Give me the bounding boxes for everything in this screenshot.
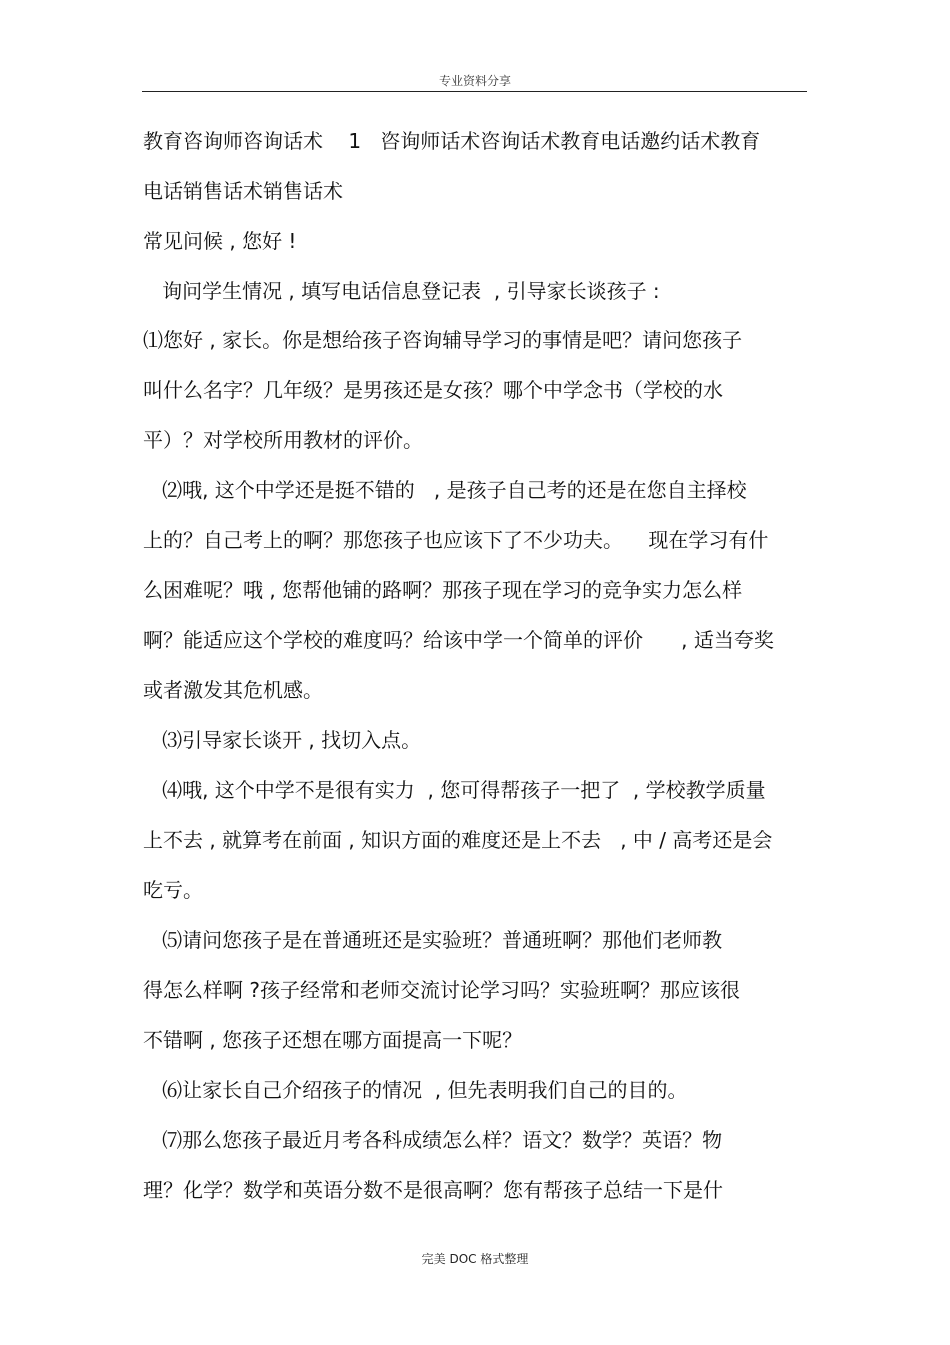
paragraph-line: 得怎么样啊 ?孩子经常和老师交流讨论学习吗？实验班啊？那应该很	[143, 978, 740, 1002]
paragraph-line: ⑹让家长自己介绍孩子的情况 , 但先表明我们自己的目的。	[143, 1078, 688, 1102]
paragraph-line: 理？化学？数学和英语分数不是很高啊？您有帮孩子总结一下是什	[143, 1178, 723, 1202]
title-line-1: 教育咨询师咨询话术 1 咨询师话术咨询话术教育电话邀约话术教育	[143, 129, 761, 153]
paragraph-line: ⑸请问您孩子是在普通班还是实验班？普通班啊？那他们老师教	[143, 928, 723, 952]
paragraph-line: 叫什么名字？几年级？是男孩还是女孩？哪个中学念书（学校的水	[143, 378, 723, 402]
greeting-line: 常见问候 , 您好 !	[143, 229, 297, 253]
paragraph-line: 啊？能适应这个学校的难度吗？给该中学一个简单的评价 , 适当夸奖	[143, 628, 774, 652]
paragraph-line: 吃亏。	[143, 878, 203, 902]
paragraph-line: 询问学生情况 , 填写电话信息登记表 , 引导家长谈孩子 :	[143, 279, 660, 303]
paragraph-line: ⑴您好 , 家长。你是想给孩子咨询辅导学习的事情是吧？请问您孩子	[143, 328, 743, 352]
header-divider	[142, 91, 807, 92]
paragraph-line: 或者激发其危机感。	[143, 678, 323, 702]
paragraph-line: ⑵哦, 这个中学还是挺不错的 , 是孩子自己考的还是在您自主择校	[143, 478, 747, 502]
paragraph-line: 平）？对学校所用教材的评价。	[143, 428, 423, 452]
paragraph-line: 么困难呢？哦 , 您帮他铺的路啊？那孩子现在学习的竞争实力怎么样	[143, 578, 743, 602]
paragraph-line: ⑺那么您孩子最近月考各科成绩怎么样？语文？数学？英语？物	[143, 1128, 723, 1152]
title-line-2: 电话销售话术销售话术	[143, 179, 343, 203]
page-footer: 完美 DOC 格式整理	[421, 1252, 529, 1266]
paragraph-line: ⑷哦, 这个中学不是很有实力 , 您可得帮孩子一把了 , 学校教学质量	[143, 778, 766, 802]
paragraph-line: 上不去 , 就算考在前面 , 知识方面的难度还是上不去 , 中 / 高考还是会	[143, 828, 773, 852]
paragraph-line: 上的？自己考上的啊？那您孩子也应该下了不少功夫。 现在学习有什	[143, 528, 769, 552]
page-header: 专业资料分享	[438, 74, 511, 88]
paragraph-line: ⑶引导家长谈开 , 找切入点。	[143, 728, 422, 752]
paragraph-line: 不错啊 , 您孩子还想在哪方面提高一下呢？	[143, 1028, 523, 1052]
